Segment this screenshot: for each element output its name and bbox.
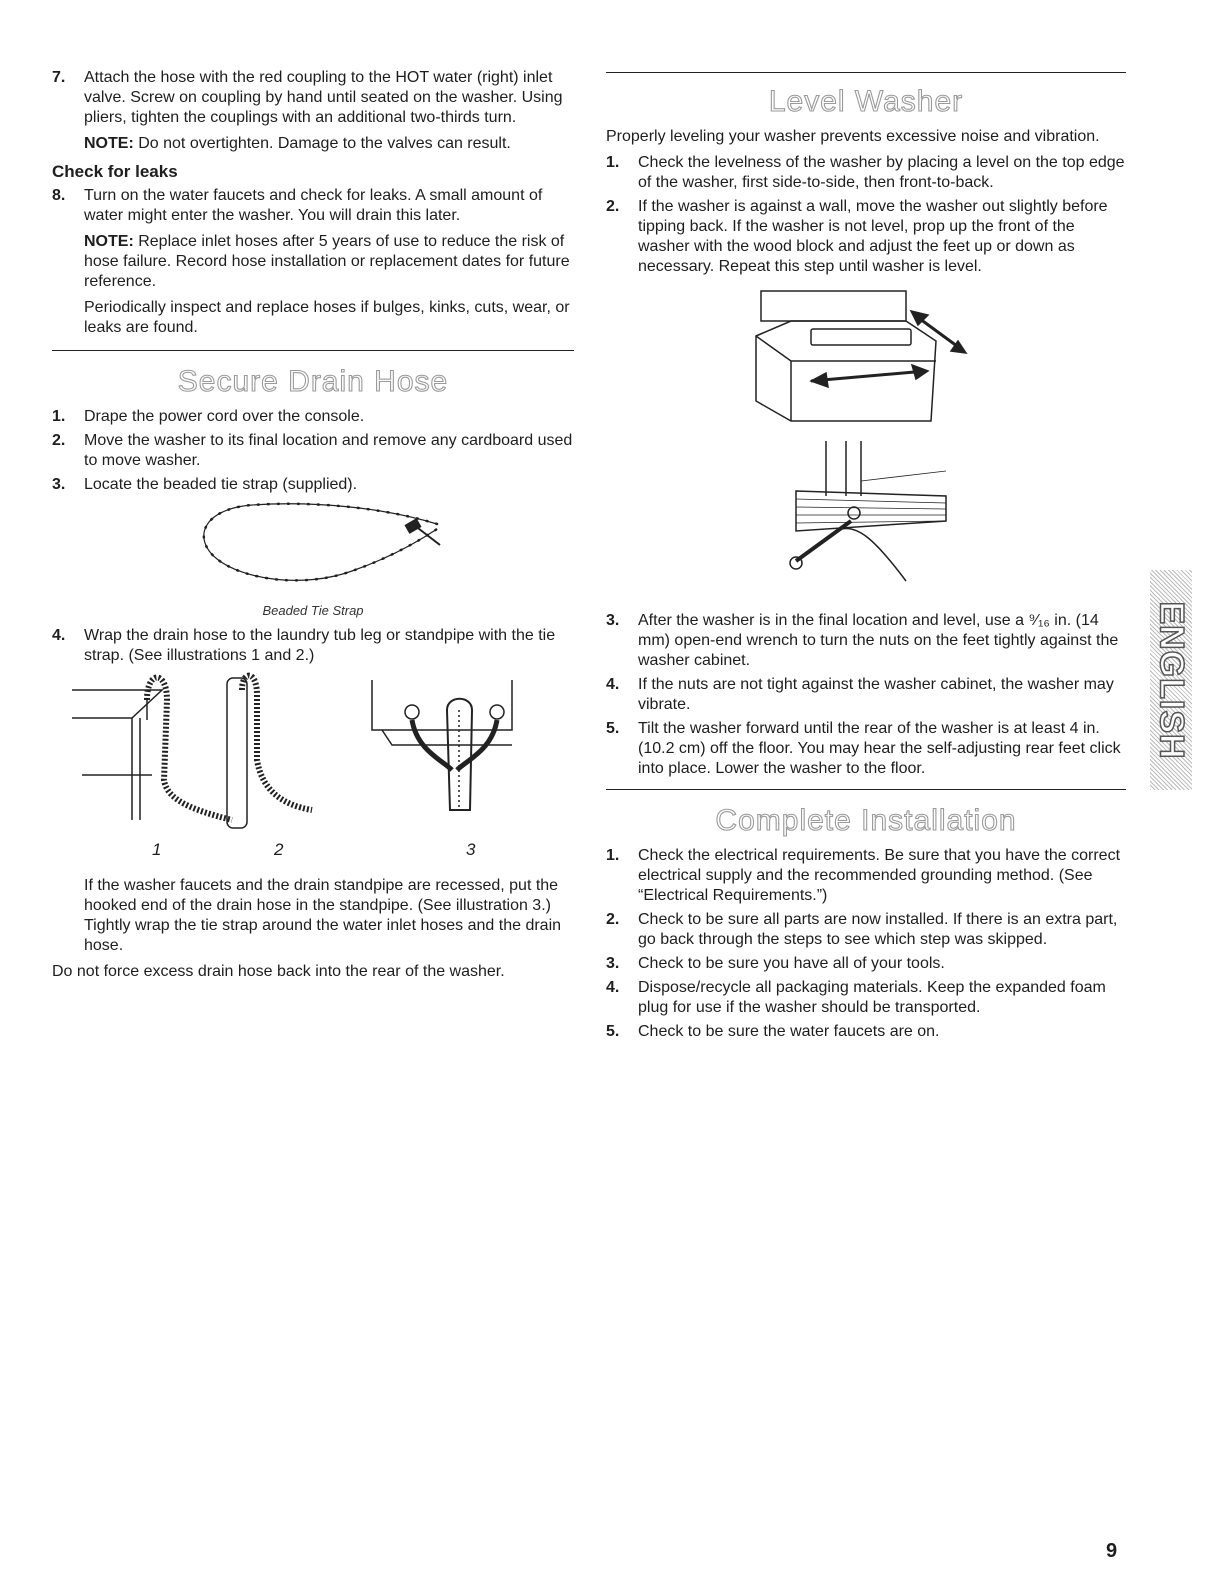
note-label: NOTE: xyxy=(84,233,134,250)
step-text: Check the electrical requirements. Be sure that you have the correct electrical supply and the recommended grounding method. (See “Electrical Requirements.”) xyxy=(638,847,1121,904)
complete-step-4 xyxy=(606,978,1126,1018)
level-step-4 xyxy=(606,675,1126,715)
step-number: 1. xyxy=(52,408,66,425)
level-washer-illustration xyxy=(606,281,1126,611)
step-number: 2. xyxy=(606,911,620,928)
check-for-leaks-heading: Check for leaks xyxy=(52,162,178,181)
step-text: If the nuts are not tight against the washer cabinet, the washer may vibrate. xyxy=(638,676,1114,713)
step-text: Check to be sure the water faucets are on. xyxy=(638,1023,940,1040)
step-text: Check the levelness of the washer by placing a level on the top edge of the washer, first side-to-side, then front-to-back. xyxy=(638,154,1125,191)
right-column xyxy=(606,0,1126,1046)
step-number: 4. xyxy=(606,676,620,693)
inspect-hoses-text: Periodically inspect and replace hoses if bulges, kinks, cuts, wear, or leaks are found. xyxy=(84,299,570,336)
step-number: 5. xyxy=(606,1023,620,1040)
step-text: Turn on the water faucets and check for leaks. A small amount of water might enter the washer. You will drain this later. xyxy=(84,187,543,224)
step-8 xyxy=(52,186,574,226)
step-number: 4. xyxy=(52,627,66,644)
step-text: Move the washer to its final location and remove any cardboard used to move washer. xyxy=(84,432,573,469)
recessed-faucet-illustration xyxy=(372,680,512,810)
section-divider xyxy=(52,350,574,351)
level-washer-title: Level Washer xyxy=(768,85,964,118)
step-number: 2. xyxy=(52,432,66,449)
level-step-5 xyxy=(606,719,1126,779)
level-step-2 xyxy=(606,197,1126,277)
secure-step-1 xyxy=(52,407,574,427)
complete-step-1 xyxy=(606,846,1126,906)
note-overtighten xyxy=(84,134,574,154)
figure-label-2: 2 xyxy=(274,840,284,859)
step-text: After the washer is in the final location and level, use a ⁹⁄₁₆ in. (14 mm) open-end wrench to turn the nuts on the feet tightly against the washer cabinet. xyxy=(638,612,1119,669)
section-divider xyxy=(606,789,1126,790)
step-text: If the washer is against a wall, move the washer out slightly before tipping back. If the washer is not level, prop up the front of the washer with the wood block and adjust the feet up or down as necessary. Repeat this step until washer is level. xyxy=(638,198,1108,275)
step-number: 7. xyxy=(52,69,66,86)
complete-step-3 xyxy=(606,954,1126,974)
step-number: 3. xyxy=(606,955,620,972)
do-not-force-text: Do not force excess drain hose back into the rear of the washer. xyxy=(52,963,505,980)
washer-top-illustration xyxy=(756,291,966,421)
secure-step-2 xyxy=(52,431,574,471)
page-number: 9 xyxy=(1106,1540,1118,1562)
step-text: Drape the power cord over the console. xyxy=(84,408,365,425)
note-replace-hoses xyxy=(84,232,574,292)
step-7 xyxy=(52,68,574,128)
beaded-tie-strap-illustration xyxy=(52,499,574,599)
step-number: 1. xyxy=(606,847,620,864)
step-number: 2. xyxy=(606,198,620,215)
step-text: Dispose/recycle all packaging materials. Keep the expanded foam plug for use if the washer should be transported. xyxy=(638,979,1106,1016)
complete-steps xyxy=(606,846,1126,1042)
step-number: 5. xyxy=(606,720,620,737)
step-number: 4. xyxy=(606,979,620,996)
section-divider xyxy=(606,72,1126,73)
step-text: Tilt the washer forward until the rear of the washer is at least 4 in. (10.2 cm) off the floor. You may hear the self-adjusting rear feet click into place. Lower the washer to the floor. xyxy=(638,720,1121,777)
strap-caption: Beaded Tie Strap xyxy=(262,603,364,618)
figure-label-3: 3 xyxy=(466,840,476,859)
complete-installation-title: Complete Installation xyxy=(715,804,1017,837)
secure-steps xyxy=(52,407,574,495)
standpipe-illustration xyxy=(227,676,312,828)
step-text: Locate the beaded tie strap (supplied). xyxy=(84,476,358,493)
level-intro: Properly leveling your washer prevents excessive noise and vibration. xyxy=(606,128,1100,145)
step-number: 3. xyxy=(606,612,620,629)
note-text: Replace inlet hoses after 5 years of use to reduce the risk of hose failure. Record hose installation or replacement dates for future reference. xyxy=(84,233,570,290)
english-side-tab xyxy=(1150,570,1192,790)
foot-wrench-illustration xyxy=(790,441,946,581)
secure-drain-hose-title: Secure Drain Hose xyxy=(177,365,449,398)
complete-step-5 xyxy=(606,1022,1126,1042)
step-text: Check to be sure you have all of your tools. xyxy=(638,955,945,972)
note-label: NOTE: xyxy=(84,135,134,152)
figure-label-1: 1 xyxy=(152,840,162,859)
step-number: 3. xyxy=(52,476,66,493)
step-text: Attach the hose with the red coupling to the HOT water (right) inlet valve. Screw on coupling by hand until seated on the washer. Using pliers, tighten the couplings with an additional two-thirds turn. xyxy=(84,69,563,126)
side-tab-label: ENGLISH xyxy=(1152,600,1191,760)
secure-step-4 xyxy=(52,626,574,666)
recessed-text: If the washer faucets and the drain standpipe are recessed, put the hooked end of the drain hose in the standpipe. (See illustration 3.) Tightly wrap the tie strap around the water inlet hoses and the drain hose. xyxy=(84,877,562,954)
secure-step-3 xyxy=(52,475,574,495)
illustration-numbers xyxy=(52,840,574,862)
left-column xyxy=(52,0,574,988)
tub-leg-illustration xyxy=(72,678,232,821)
step-text: Check to be sure all parts are now installed. If there is an extra part, go back through the steps to see which step was skipped. xyxy=(638,911,1118,948)
drain-hose-illustrations xyxy=(52,670,574,840)
note-text: Do not overtighten. Damage to the valves can result. xyxy=(133,135,511,152)
step-number: 1. xyxy=(606,154,620,171)
step-text: Wrap the drain hose to the laundry tub leg or standpipe with the tie strap. (See illustrations 1 and 2.) xyxy=(84,627,556,664)
complete-step-2 xyxy=(606,910,1126,950)
step-number: 8. xyxy=(52,187,66,204)
level-steps-second xyxy=(606,611,1126,779)
level-step-3 xyxy=(606,611,1126,671)
level-step-1 xyxy=(606,153,1126,193)
level-steps-first xyxy=(606,153,1126,277)
